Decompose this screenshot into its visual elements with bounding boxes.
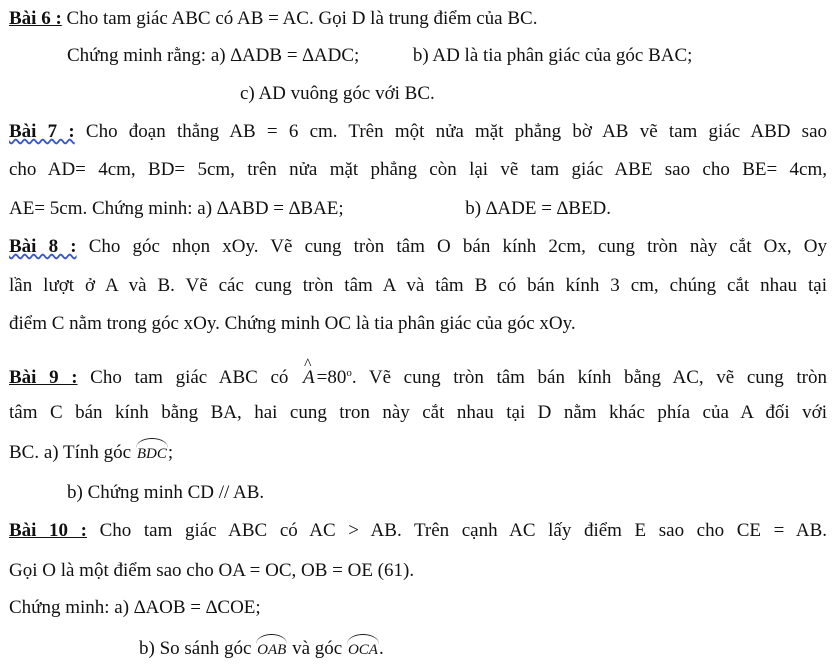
bai9-line3-pre: BC. a) Tính góc <box>9 442 132 463</box>
bai8-line2: lần lượt ở A và B. Vẽ các cung tròn tâm A và tâm B có bán kính 3 cm, chúng cắt nhau tại <box>9 275 827 296</box>
bai10-b-post: . <box>378 638 384 659</box>
bai6-part-a: a) ∆ADB = ∆ADC; <box>210 45 360 66</box>
bai6-prompt: Chứng minh rằng: <box>67 45 207 66</box>
bai9-line3-post: ; <box>167 442 174 463</box>
bai7-line1-text: Cho đoạn thẳng AB = 6 cm. Trên một nửa mặt phẳng bờ AB vẽ tam giác ABD sao <box>85 121 828 142</box>
bai8-line1-text: Cho góc nhọn xOy. Vẽ cung tròn tâm O bán kính 2cm, cung tròn này cắt Ox, Oy <box>88 236 828 257</box>
bai10-line2: Gọi O là một điểm sao cho OA = OC, OB = OE (61). <box>9 560 415 581</box>
bai8-line1 <box>9 236 827 260</box>
bai10-line1 <box>9 520 827 544</box>
arc-oab-symbol: OAB <box>256 639 287 661</box>
arc-bdc-symbol: BDC <box>136 443 168 465</box>
bai9-angle-value: =80 <box>316 367 347 388</box>
bai6-text: Cho tam giác ABC có AB = AC. Gọi D là trung điểm của BC. <box>66 8 538 29</box>
bai10-part-b <box>139 638 819 662</box>
bai9-line3 <box>9 442 827 466</box>
bai6-part-c: c) AD vuông góc với BC. <box>240 83 435 104</box>
bai9-line1 <box>9 362 827 386</box>
bai9-label: Bài 9 : <box>9 367 78 388</box>
bai6-line2 <box>67 45 827 69</box>
bai10-line3: Chứng minh: a) ∆AOB = ∆COE; <box>9 597 261 618</box>
bai7-line1 <box>9 121 827 145</box>
bai10-b-mid: và góc <box>292 638 343 659</box>
bai8-label: Bài 8 : <box>9 236 77 257</box>
arc-oca-symbol: OCA <box>347 639 379 661</box>
angle-a-symbol: ^ A <box>301 367 317 389</box>
bai8-line3: điểm C nằm trong góc xOy. Chứng minh OC là tia phân giác của góc xOy. <box>9 313 576 334</box>
bai9-part-b: b) Chứng minh CD // AB. <box>67 482 265 503</box>
bai10-b-pre: b) So sánh góc <box>139 638 252 659</box>
bai9-line1-post: . Vẽ cung tròn tâm bán kính bằng AC, vẽ cung tròn <box>351 367 828 388</box>
bai6-line1 <box>9 8 827 32</box>
bai6-label: Bài 6 : <box>9 8 62 29</box>
bai7-line3 <box>9 198 827 222</box>
bai7-part-a: AE= 5cm. Chứng minh: a) ∆ABD = ∆BAE; <box>9 198 344 219</box>
bai10-label: Bài 10 : <box>9 520 87 541</box>
bai10-line1-text: Cho tam giác ABC có AC > AB. Trên cạnh AC lấy điểm E sao cho CE = AB. <box>99 520 828 541</box>
bai9-line2: tâm C bán kính bằng BA, hai cung tron này cắt nhau tại D nằm khác phía của A đối với <box>9 402 827 423</box>
degree-symbol: o <box>346 367 352 379</box>
bai7-part-b: b) ∆ADE = ∆BED. <box>465 198 612 219</box>
bai6-part-b: b) AD là tia phân giác của góc BAC; <box>412 45 693 66</box>
bai7-label: Bài 7 : <box>9 121 75 142</box>
bai9-line1-pre: Cho tam giác ABC có <box>90 367 289 388</box>
bai7-line2: cho AD= 4cm, BD= 5cm, trên nửa mặt phẳng còn lại vẽ tam giác ABE sao cho BE= 4cm, <box>9 159 827 180</box>
